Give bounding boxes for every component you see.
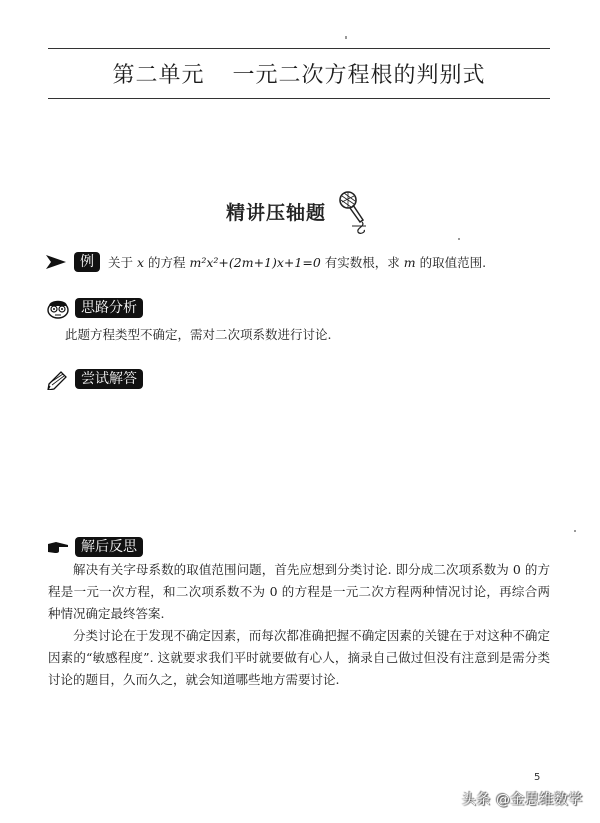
header-bottom-rule bbox=[48, 98, 550, 99]
scan-speck bbox=[345, 36, 347, 39]
analysis-text: 此题方程类型不确定，需对二次项系数进行讨论. bbox=[65, 327, 332, 342]
page-title bbox=[48, 58, 550, 89]
unit-label: 第二单元 bbox=[112, 63, 205, 88]
example-text: 关于 x 的方程 m²x²+(2m+1)x+1=0 有实数根，求 m 的取值范围. bbox=[108, 255, 487, 270]
page-number: 5 bbox=[534, 772, 541, 783]
thinking-face-icon bbox=[46, 297, 70, 319]
scan-speck bbox=[458, 238, 460, 240]
example-tag: 例 bbox=[74, 252, 100, 272]
attempt-tag: 尝试解答 bbox=[75, 369, 143, 389]
pencil-icon bbox=[46, 368, 70, 390]
watermark: 头条 @金思维数学 bbox=[462, 792, 583, 808]
reflection-header bbox=[46, 536, 143, 558]
example-problem bbox=[46, 252, 486, 272]
microphone-icon bbox=[336, 190, 370, 236]
analysis-tag: 思路分析 bbox=[75, 298, 143, 318]
section-title: 精讲压轴题 bbox=[226, 202, 327, 224]
attempt-header bbox=[46, 368, 143, 390]
reflection-paragraph: 解决有关字母系数的取值范围问题，首先应想到分类讨论. 即分成二次项系数为 0 的方程是一元一次方程，和二次项系数不为 0 的方程是一元二次方程两种情况讨论，再综合两种情况确定最终答案. bbox=[48, 562, 550, 621]
unit-title-text: 一元二次方程根的判别式 bbox=[232, 63, 486, 88]
header-top-rule bbox=[48, 48, 550, 49]
equation: m²x²+(2m+1)x+1=0 bbox=[189, 255, 321, 270]
pointing-hand-icon bbox=[46, 536, 70, 558]
reflection-paragraph: 分类讨论在于发现不确定因素，而每次都准确把握不确定因素的关键在于对这种不确定因素的“敏感程度”. 这就要求我们平时就要做有心人，摘录自己做过但没有注意到是需分类讨论的题目，久而久之，就会知道哪些地方需要讨论. bbox=[48, 628, 550, 687]
scan-speck bbox=[574, 530, 576, 532]
analysis-header bbox=[46, 297, 143, 319]
arrow-right-icon bbox=[46, 255, 66, 269]
reflection-tag: 解后反思 bbox=[75, 537, 143, 557]
